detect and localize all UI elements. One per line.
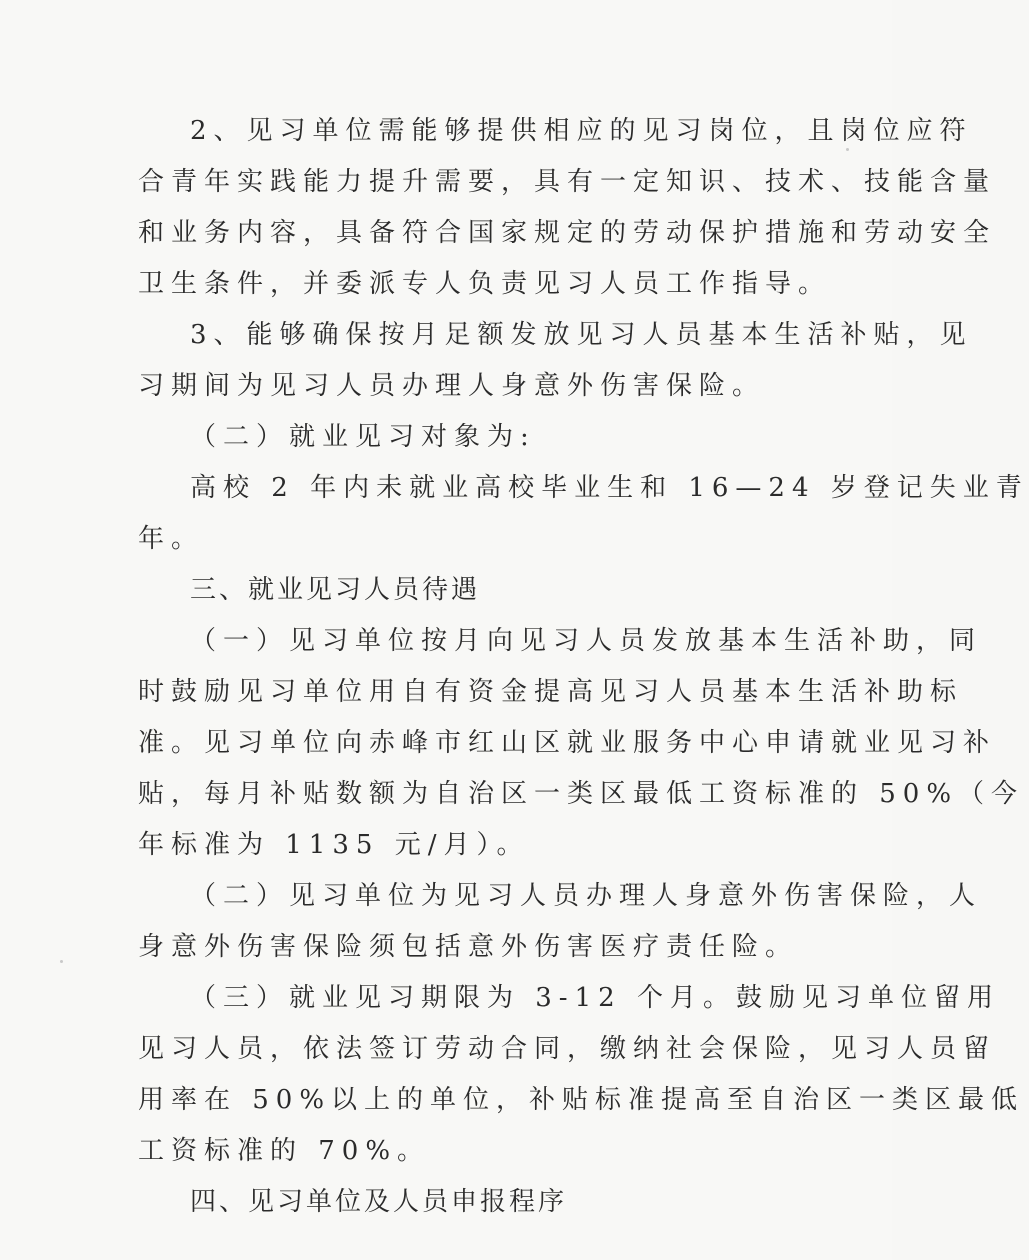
scan-speck <box>846 148 849 151</box>
text-line: （三）就业见习期限为 3-12 个月。鼓励见习单位留用 <box>190 983 1000 1013</box>
text-line: （一）见习单位按月向见习人员发放基本生活补助，同 <box>190 626 983 656</box>
text-line: （二）就业见习对象为: <box>190 422 536 452</box>
text-line: 2、见习单位需能够提供相应的见习岗位，且岗位应符 <box>190 116 973 146</box>
text-line: 习期间为见习人员办理人身意外伤害保险。 <box>138 371 766 401</box>
text-line: 身意外伤害保险须包括意外伤害医疗责任险。 <box>138 932 799 962</box>
text-line: 贴，每月补贴数额为自治区一类区最低工资标准的 50%（今 <box>138 779 1025 809</box>
text-line: 和业务内容，具备符合国家规定的劳动保护措施和劳动安全 <box>138 218 997 248</box>
text-line: 年标准为 1135 元/月）。 <box>138 830 530 860</box>
text-line: 3、能够确保按月足额发放见习人员基本生活补贴，见 <box>190 320 973 350</box>
text-line: 准。见习单位向赤峰市红山区就业服务中心申请就业见习补 <box>138 728 997 758</box>
text-line: 工资标准的 70%。 <box>138 1136 431 1166</box>
section-heading: 四、见习单位及人员申报程序 <box>190 1187 568 1217</box>
text-line: （二）见习单位为见习人员办理人身意外伤害保险，人 <box>190 881 983 911</box>
text-line: 年。 <box>138 524 205 554</box>
text-line: 卫生条件，并委派专人负责见习人员工作指导。 <box>138 269 832 299</box>
text-line: 合青年实践能力提升需要，具有一定知识、技术、技能含量 <box>138 167 997 197</box>
section-heading: 三、就业见习人员待遇 <box>190 575 481 605</box>
text-line: 用率在 50%以上的单位，补贴标准提高至自治区一类区最低 <box>138 1085 1025 1115</box>
scan-speck <box>60 960 63 963</box>
text-line: 高校 2 年内未就业高校毕业生和 16—24 岁登记失业青 <box>190 473 1029 503</box>
text-line: 时鼓励见习单位用自有资金提高见习人员基本生活补助标 <box>138 677 964 707</box>
text-line: 见习人员，依法签订劳动合同，缴纳社会保险，见习人员留 <box>138 1034 997 1064</box>
